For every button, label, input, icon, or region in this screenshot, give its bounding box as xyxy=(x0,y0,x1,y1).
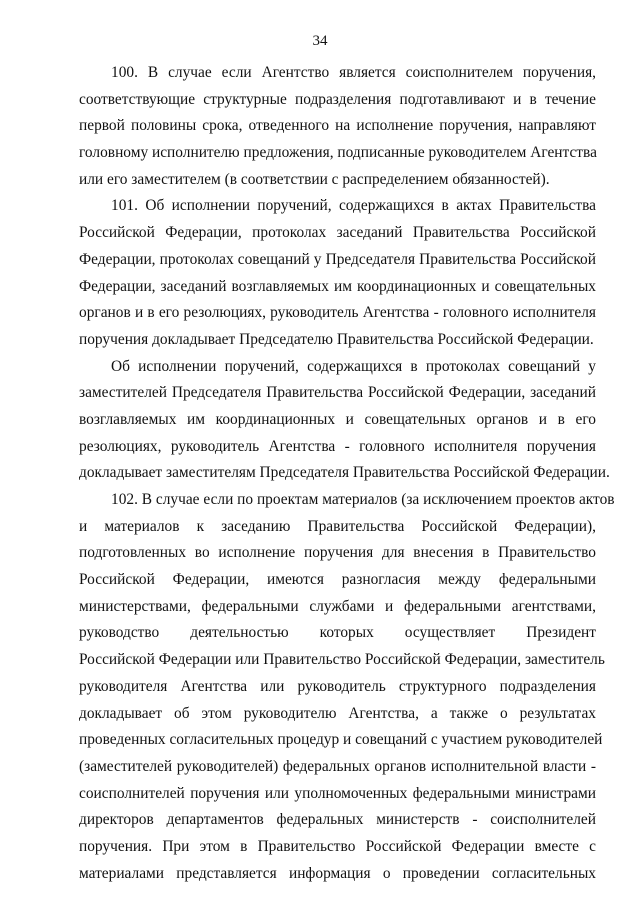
text-line: органов и в его резолюциях, руководитель Агентства - головного исполнителя xyxy=(79,304,596,322)
text-line: 100. В случае если Агентство является соисполнителем поручения, xyxy=(111,64,596,81)
text-line: или его заместителем (в соответствии с распределением обязанностей). xyxy=(79,170,550,188)
text-line: заместителей Председателя Правительства Российской Федерации, заседаний xyxy=(79,384,596,402)
text-line: Российской Федерации или Правительство Российской Федерации, заместитель xyxy=(79,651,605,669)
page-number: 34 xyxy=(312,33,328,49)
text-line: возглавляемых им координационных и совещательных органов и в его xyxy=(79,410,596,428)
text-line: Об исполнении поручений, содержащихся в протоколах совещаний у xyxy=(111,357,596,375)
document-body xyxy=(79,60,615,887)
text-line: проведенных согласительных процедур и совещаний с участием руководителей xyxy=(79,731,603,749)
text-line: поручения докладывает Председателю Правительства Российской Федерации. xyxy=(79,330,594,348)
text-line: Федерации, протоколах совещаний у Председателя Правительства Российской xyxy=(79,250,596,268)
text-line: резолюциях, руководитель Агентства - головного исполнителя поручения xyxy=(79,437,596,455)
text-line: поручения. При этом в Правительство Российской Федерации вместе с xyxy=(79,837,596,855)
text-line: руководство деятельностью которых осуществляет Президент xyxy=(79,624,596,642)
text-line: директоров департаментов федеральных министерств - соисполнителей xyxy=(79,811,596,829)
text-line: соответствующие структурные подразделения подготавливают и в течение xyxy=(79,90,596,108)
text-line: министерствами, федеральными службами и федеральными агентствами, xyxy=(79,597,596,615)
text-line: Российской Федерации, протоколах заседаний Правительства Российской xyxy=(79,224,596,242)
text-line: подготовленных во исполнение поручения для внесения в Правительство xyxy=(79,544,596,562)
text-line: 102. В случае если по проектам материалов (за исключением проектов актов xyxy=(111,491,615,508)
text-line: руководителя Агентства или руководитель структурного подразделения xyxy=(79,677,596,695)
text-line: и материалов к заседанию Правительства Российской Федерации), xyxy=(79,517,596,535)
text-line: докладывает об этом руководителю Агентства, а также о результатах xyxy=(79,704,596,722)
text-line: первой половины срока, отведенного на исполнение поручения, направляют xyxy=(79,117,596,135)
text-line: Федерации, заседаний возглавляемых им координационных и совещательных xyxy=(79,277,596,295)
text-line: материалами представляется информация о проведении согласительных xyxy=(79,864,596,882)
text-line: 101. Об исполнении поручений, содержащихся в актах Правительства xyxy=(111,197,596,215)
text-line: соисполнителей поручения или уполномоченных федеральными министрами xyxy=(79,784,596,802)
text-line: докладывает заместителям Председателя Правительства Российской Федерации. xyxy=(79,464,610,482)
text-line: головному исполнителю предложения, подписанные руководителем Агентства xyxy=(79,144,597,162)
text-line: (заместителей руководителей) федеральных органов исполнительной власти - xyxy=(79,757,596,775)
text-line: Российской Федерации, имеются разногласия между федеральными xyxy=(79,571,596,589)
